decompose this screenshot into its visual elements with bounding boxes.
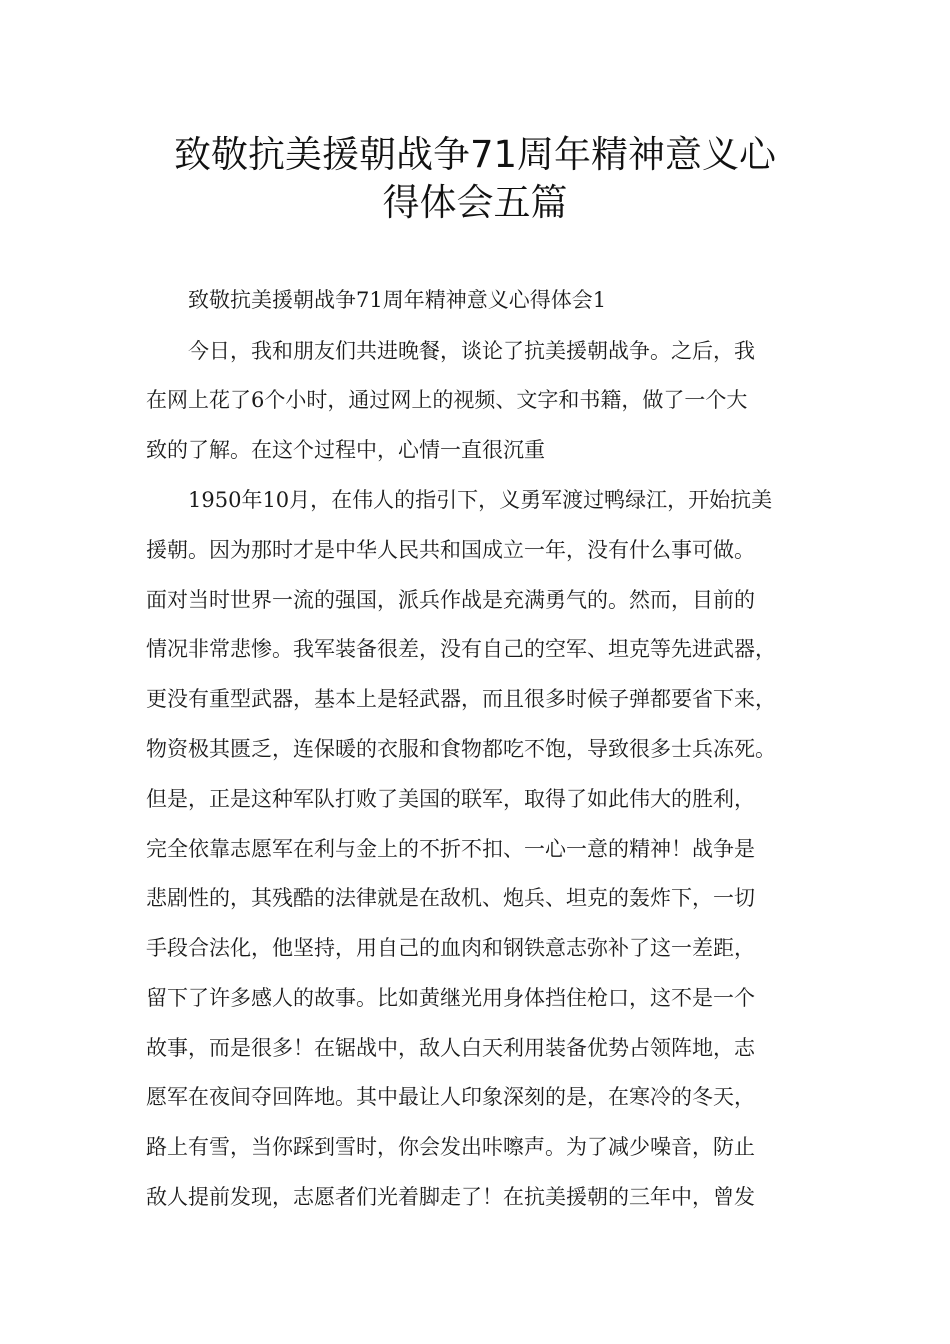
paragraph-2-line-11: 留下了许多感人的故事。比如黄继光用身体挡住枪口，这不是一个 — [146, 986, 755, 1010]
paragraph-2-line-7: 但是，正是这种军队打败了美国的联军，取得了如此伟大的胜利， — [146, 787, 755, 811]
paragraph-2-line-12: 故事，而是很多！在锯战中，敌人白天利用装备优势占领阵地，志 — [146, 1036, 755, 1060]
paragraph-2-line-4: 情况非常悲惨。我军装备很差，没有自己的空军、坦克等先进武器， — [146, 637, 776, 661]
paragraph-2-line-6: 物资极其匮乏，连保暖的衣服和食物都吃不饱，导致很多士兵冻死。 — [146, 737, 776, 761]
paragraph-1-line-2: 在网上花了6个小时，通过网上的视频、文字和书籍，做了一个大 — [146, 388, 748, 412]
paragraph-1-line-1: 今日，我和朋友们共进晚餐，谈论了抗美援朝战争。之后，我 — [188, 339, 755, 363]
paragraph-2-line-10: 手段合法化，他坚持，用自己的血肉和钢铁意志弥补了这一差距， — [146, 936, 755, 960]
paragraph-2-line-3: 面对当时世界一流的强国，派兵作战是充满勇气的。然而，目前的 — [146, 588, 755, 612]
paragraph-1-line-3: 致的了解。在这个过程中，心情一直很沉重 — [146, 438, 545, 462]
paragraph-2-line-13: 愿军在夜间夺回阵地。其中最让人印象深刻的是，在寒冷的冬天， — [146, 1085, 755, 1109]
paragraph-2-line-15: 敌人提前发现，志愿者们光着脚走了！在抗美援朝的三年中，曾发 — [146, 1185, 755, 1209]
paragraph-2-line-8: 完全依靠志愿军在利与金上的不折不扣、一心一意的精神！战争是 — [146, 837, 755, 861]
paragraph-2-line-14: 路上有雪，当你踩到雪时，你会发出咔嚓声。为了减少噪音，防止 — [146, 1135, 755, 1159]
document-title-line-2: 得体会五篇 — [382, 181, 568, 224]
paragraph-2-line-9: 悲剧性的，其残酷的法律就是在敌机、炮兵、坦克的轰炸下，一切 — [146, 886, 755, 910]
section-subheading: 致敬抗美援朝战争71周年精神意义心得体会1 — [188, 288, 607, 312]
paragraph-2-line-2: 援朝。因为那时才是中华人民共和国成立一年，没有什么事可做。 — [146, 538, 755, 562]
paragraph-2-line-1: 1950年10月，在伟人的指引下，义勇军渡过鸭绿江，开始抗美 — [188, 488, 773, 512]
paragraph-2-line-5: 更没有重型武器，基本上是轻武器，而且很多时候子弹都要省下来， — [146, 687, 776, 711]
document-title-line-1: 致敬抗美援朝战争71周年精神意义心 — [173, 133, 777, 176]
